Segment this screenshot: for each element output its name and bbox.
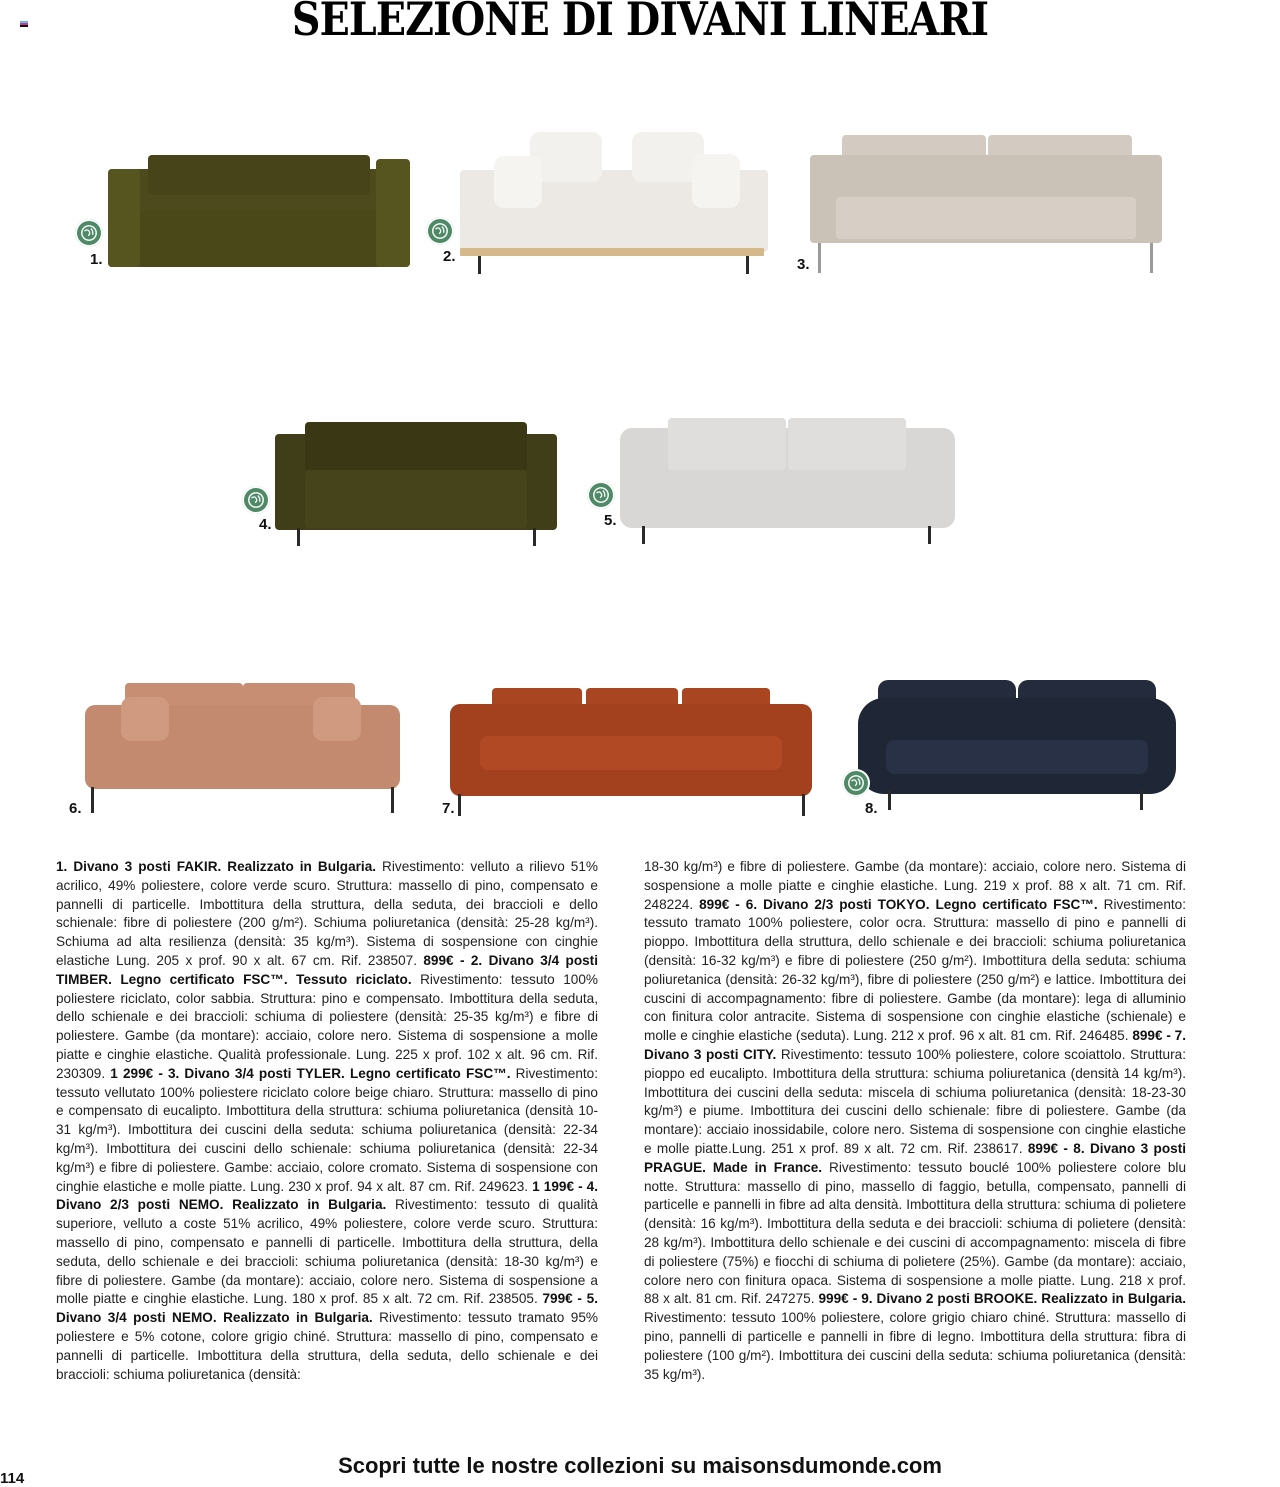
product-3[interactable]: [810, 135, 1162, 277]
eco-badge-icon: [75, 219, 103, 247]
sofa-image: [108, 155, 410, 267]
sofa-image: [620, 418, 955, 544]
sofa-image: [85, 683, 400, 815]
sofa-image: [450, 688, 812, 816]
product-number: 1.: [90, 251, 103, 268]
eco-badge-icon: [842, 769, 870, 797]
product-1[interactable]: [108, 155, 410, 267]
page-number: 114: [0, 1470, 25, 1487]
product-number: 4.: [259, 516, 272, 533]
sofa-image: [460, 132, 768, 274]
product-number: 7.: [442, 800, 455, 817]
product-number: 5.: [604, 512, 617, 529]
print-color-bar: [20, 21, 28, 27]
product-7[interactable]: [450, 688, 812, 816]
product-number: 2.: [443, 248, 456, 265]
product-6[interactable]: [85, 683, 400, 815]
eco-badge-icon: [587, 481, 615, 509]
description-column-2: 18-30 kg/m³) e fibre di poliestere. Gambe (da montare): acciaio, colore nero. Sistema di sospensione a molle piatte e cinghie elastiche. Lung. 219 x prof. 88 x alt. 71 cm. Rif. 248224. 899€ - 6. Divano 2/3 posti TOKYO. Legno certificato FSC™. Rivestimento: tessuto tramato 100% poliestere, color ocra. Struttura: massello di pino e pannelli di pioppo. Imbottitura della struttura, dello schienale e dei braccioli: schiuma poliuretanica (densità: 16-32 kg/m³) e fibre di poliestere (250 g/m²). Imbottitura della seduta: schiuma poliuretanica (densità: 26-32 kg/m³), fibre di poliestere (250 g/m²) e lattice. Imbottitura dei cuscini di accompagnamento: fibre di poliestere. Gambe (da montare): lega di alluminio con finitura color antracite. Sistema di sospensione con cinghie elastiche (schienale) e molle e cinghie elastiche (seduta). Lung. 212 x prof. 96 x alt. 81 cm. Rif. 246485. 899€ - 7. Divano 3 posti CITY. Rivestimento: tessuto 100% poliestere, colore scoiattolo. Struttura: pioppo ed eucalipto. Imbottitura della struttura: schiuma poliuretanica (densità 14 kg/m³). Imbottitura dei cuscini della seduta: miscela di schiuma poliuretanica (densità: 18-23-30 kg/m³) e piume. Imbottitura dei cuscini dello schienale: fibre di poliestere. Gambe (da montare): acciaio inossidabile, colore nero. Sistema di sospensione con cinghie elastiche e molle piatte.Lung. 251 x prof. 89 x alt. 72 cm. Rif. 238617. 899€ - 8. Divano 3 posti PRAGUE. Made in France. Rivestimento: tessuto bouclé 100% poliestere colore blu notte. Struttura: massello di pino, massello di faggio, betulla, compensato, pannelli di particelle e pannelli in fibre ad alta densità. Imbottitura della struttura: schiuma di polietere (densità: 16 kg/m³). Imbottitura della seduta e dei braccioli: schiuma di polietere (densità: 28 kg/m³). Imbottitura dello schienale e dei cuscini di accompagnamento: miscela di fibre di poliestere (75%) e fiocchi di schiuma di polietere (25%). Gambe (da montare): acciaio, colore nero con finitura opaca. Sistema di sospensione a molle piatte. Lung. 218 x prof. 88 x alt. 81 cm. Rif. 247275. 999€ - 9. Divano 2 posti BROOKE. Realizzato in Bulgaria. Rivestimento: tessuto 100% poliestere, colore grigio chiaro chiné. Struttura: massello di pino, pannelli di particelle e pannelli in fibre di legno. Imbottitura della struttura: fibra di poliestere (100 g/m²). Imbottitura dei cuscini della seduta: schiuma poliuretanica (densità: 35 kg/m³).: [644, 859, 1187, 1382]
description-column-1: 1. Divano 3 posti FAKIR. Realizzato in Bulgaria. Rivestimento: velluto a rilievo 51% acrilico, 49% poliestere, colore verde scuro. Struttura: massello di pino, compensato e pannelli di particelle. Imbottitura della struttura, della seduta, dei braccioli e dello schienale: fibre di poliestere (200 g/m²). Schiuma poliuretanica (densità: 25-28 kg/m³). Schiuma ad alta resilienza (densità: 35 kg/m³). Sistema di sospensione con cinghie elastiche Lung. 205 x prof. 90 x alt. 67 cm. Rif. 238507. 899€ - 2. Divano 3/4 posti TIMBER. Legno certificato FSC™. Tessuto riciclato. Rivestimento: tessuto 100% poliestere riciclato, color sabbia. Struttura: pino e compensato. Imbottitura della seduta, dello schienale e dei braccioli: schiuma di poliestere (densità: 25-35 kg/m³) e fibre di poliestere. Gambe (da montare): acciaio, colore nero. Sistema di sospensione a molle piatte e cinghie elastiche. Qualità professionale. Lung. 225 x prof. 102 x alt. 96 cm. Rif. 230309. 1 299€ - 3. Divano 3/4 posti TYLER. Legno certificato FSC™. Rivestimento: tessuto vellutato 100% poliestere riciclato colore beige chiaro. Struttura: massello di pino e compensato di eucalipto. Imbottitura della struttura: schiuma poliuretanica (densità 10-31 kg/m³). Imbottitura dei cuscini della seduta: schiuma poliuretanica (densità: 22-34 kg/m³). Imbottitura dei cuscini dello schienale: schiuma poliuretanica (densità: 22-34 kg/m³) e fibre di poliestere. Gambe: acciaio, colore cromato. Sistema di sospensione con cinghie elastiche e molle piatte. Lung. 230 x prof. 94 x alt. 87 cm. Rif. 249623. 1 199€ - 4. Divano 2/3 posti NEMO. Realizzato in Bulgaria. Rivestimento: tessuto di qualità superiore, velluto a coste 51% acrilico, 49% poliestere, colore verde scuro. Struttura: massello di pino, compensato e pannelli di particelle. Imbottitura della struttura, della seduta, dello schienale e dei braccioli: schiuma poliuretanica (densità: 18-30 kg/m³) e fibre di poliestere. Gambe (da montare): acciaio, colore nero. Sistema di sospensione a molle piatte e cinghie elastiche. Lung. 180 x prof. 85 x alt. 72 cm. Rif. 238505. 799€ - 5. Divano 3/4 posti NEMO. Realizzato in Bulgaria. Rivestimento: tessuto tramato 95% poliestere e 5% cotone, colore grigio chiné. Struttura: massello di pino, compensato e pannelli di particelle. Imbottitura della struttura, della seduta, dello schienale e dei braccioli: schiuma poliuretanica (densità:: [56, 859, 599, 1382]
product-number: 6.: [69, 800, 82, 817]
footer-cta-link[interactable]: Scopri tutte le nostre collezioni su maisonsdumonde.com: [338, 1453, 942, 1478]
eco-badge-icon: [426, 217, 454, 245]
sofa-image: [858, 680, 1176, 810]
product-number: 8.: [865, 800, 878, 817]
product-2[interactable]: [460, 132, 768, 274]
product-5[interactable]: [620, 418, 955, 544]
product-4[interactable]: [275, 422, 557, 546]
product-8[interactable]: [858, 680, 1176, 810]
page-title: SELEZIONE DI DIVANI LINEARI: [291, 0, 989, 46]
sofa-image: [810, 135, 1162, 277]
sofa-image: [275, 422, 557, 546]
product-number: 3.: [797, 256, 810, 273]
eco-badge-icon: [242, 486, 270, 514]
